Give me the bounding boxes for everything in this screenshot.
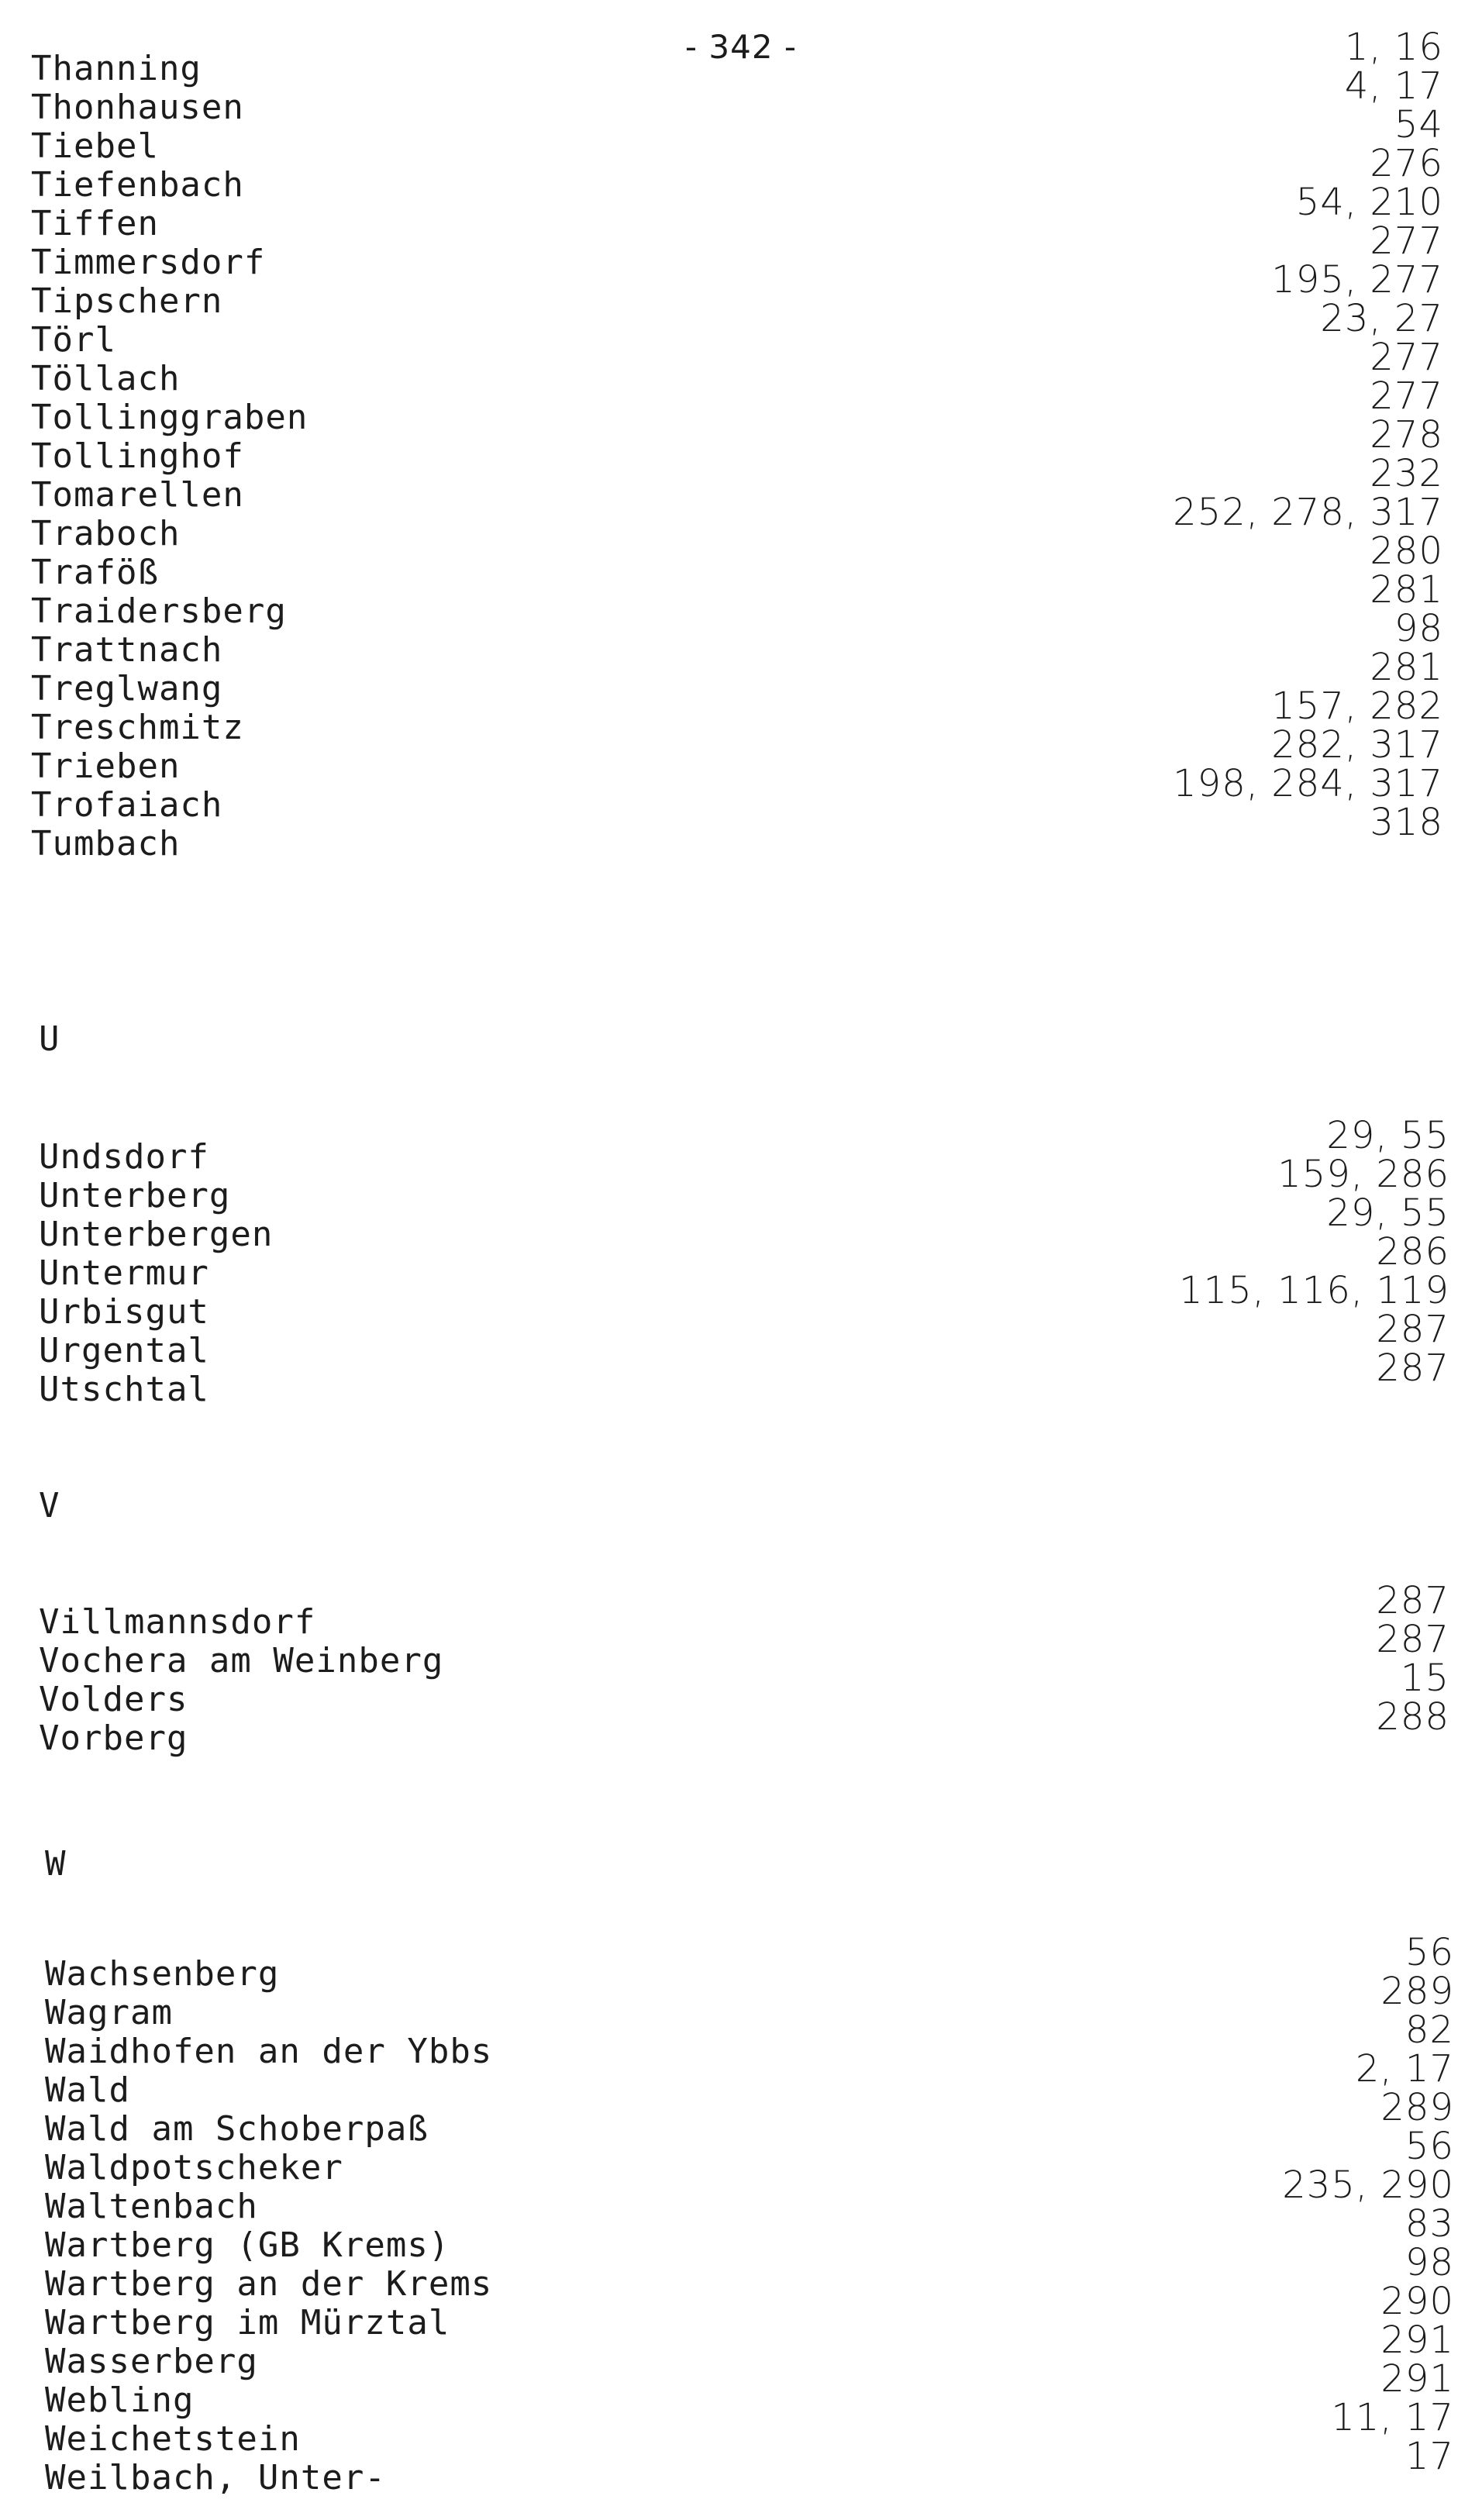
entry-name: Webling bbox=[45, 2380, 195, 2420]
entry-page-numbers: 281 bbox=[1370, 646, 1443, 689]
entry-page-numbers: 15 bbox=[1400, 1656, 1449, 1700]
entry-name: Weilbach, Unter- bbox=[45, 2458, 386, 2498]
entry-name: Tiebel bbox=[31, 126, 159, 166]
entry-page-numbers: 159, 286 bbox=[1277, 1153, 1449, 1196]
entry-page-numbers: 291 bbox=[1380, 2357, 1454, 2401]
entry-name: Undsdorf bbox=[39, 1137, 209, 1177]
entry-name: Tumbach bbox=[31, 824, 181, 864]
entry-page-numbers: 291 bbox=[1380, 2318, 1454, 2362]
entry-page-numbers: 287 bbox=[1376, 1618, 1449, 1661]
entry-name: Wachsenberg bbox=[45, 1954, 280, 1994]
entry-page-numbers: 289 bbox=[1380, 1970, 1454, 2013]
entry-name: Untermur bbox=[39, 1253, 209, 1293]
index-entry bbox=[0, 1579, 1482, 1642]
entry-name: Unterbergen bbox=[39, 1215, 274, 1254]
entry-name: Tiffen bbox=[31, 204, 159, 243]
entry-name: Tollinggraben bbox=[31, 398, 308, 437]
entry-name: Wald bbox=[45, 2070, 130, 2110]
index-section bbox=[0, 1114, 1482, 1409]
entry-page-numbers: 157, 282 bbox=[1271, 684, 1443, 728]
index-entry bbox=[0, 1114, 1482, 1177]
entry-page-numbers: 286 bbox=[1376, 1230, 1449, 1274]
entry-page-numbers: 277 bbox=[1370, 336, 1443, 379]
index-entry bbox=[0, 1931, 1482, 1994]
entry-page-numbers: 54, 210 bbox=[1295, 181, 1443, 224]
entry-name: Wartberg an der Krems bbox=[45, 2264, 493, 2304]
entry-page-numbers: 277 bbox=[1370, 219, 1443, 263]
entry-name: Tiefenbach bbox=[31, 165, 244, 205]
entry-page-numbers: 56 bbox=[1404, 1931, 1454, 1974]
entry-name: Trofaiach bbox=[31, 785, 223, 825]
entry-page-numbers: 82 bbox=[1404, 2008, 1454, 2052]
entry-name: Thonhausen bbox=[31, 88, 244, 127]
entry-name: Tipschern bbox=[31, 281, 223, 321]
entry-page-numbers: 289 bbox=[1380, 2086, 1454, 2129]
entry-page-numbers: 280 bbox=[1370, 529, 1443, 573]
entry-page-numbers: 287 bbox=[1376, 1308, 1449, 1351]
entry-page-numbers: 198, 284, 317 bbox=[1173, 762, 1443, 805]
entry-page-numbers: 98 bbox=[1404, 2241, 1454, 2284]
entry-name: Waldpotscheker bbox=[45, 2148, 343, 2187]
entry-page-numbers: 235, 290 bbox=[1282, 2163, 1454, 2207]
entry-page-numbers: 11, 17 bbox=[1331, 2396, 1454, 2439]
entry-page-numbers: 2, 17 bbox=[1355, 2047, 1454, 2091]
section-letter: V bbox=[39, 1486, 60, 1525]
entry-name: Wagram bbox=[45, 1993, 173, 2032]
entry-name: Traboch bbox=[31, 514, 181, 553]
entry-page-numbers: 281 bbox=[1370, 568, 1443, 612]
entry-name: Urgental bbox=[39, 1331, 209, 1370]
entry-page-numbers: 288 bbox=[1376, 1695, 1449, 1739]
entry-name: Vochera am Weinberg bbox=[39, 1641, 444, 1681]
entry-name: Tomarellen bbox=[31, 475, 244, 515]
entry-name: Trattnach bbox=[31, 630, 223, 670]
entry-name: Villmannsdorf bbox=[39, 1602, 316, 1642]
entry-page-numbers: 277 bbox=[1370, 374, 1443, 418]
entry-page-numbers: 282, 317 bbox=[1271, 723, 1443, 767]
entry-name: Waltenbach bbox=[45, 2187, 258, 2226]
entry-name: Wartberg (GB Krems) bbox=[45, 2225, 450, 2265]
entry-page-numbers: 17 bbox=[1404, 2435, 1454, 2478]
entry-name: Unterberg bbox=[39, 1176, 231, 1215]
entry-name: Törl bbox=[31, 320, 116, 360]
entry-name: Wartberg im Mürztal bbox=[45, 2303, 450, 2342]
entry-page-numbers: 115, 116, 119 bbox=[1179, 1269, 1449, 1312]
entry-page-numbers: 54 bbox=[1394, 103, 1443, 147]
entry-page-numbers: 232 bbox=[1370, 452, 1443, 495]
entry-name: Urbisgut bbox=[39, 1292, 209, 1332]
entry-page-numbers: 83 bbox=[1404, 2202, 1454, 2246]
entry-name: Timmersdorf bbox=[31, 243, 266, 282]
entry-page-numbers: 29, 55 bbox=[1326, 1191, 1449, 1235]
entry-name: Utschtal bbox=[39, 1370, 209, 1409]
entry-name: Töllach bbox=[31, 359, 181, 398]
entry-page-numbers: 318 bbox=[1370, 801, 1443, 844]
entry-page-numbers: 1, 16 bbox=[1344, 26, 1443, 69]
entry-page-numbers: 252, 278, 317 bbox=[1173, 491, 1443, 534]
entry-page-numbers: 29, 55 bbox=[1326, 1114, 1449, 1157]
entry-name: Volders bbox=[39, 1680, 188, 1719]
entry-name: Traföß bbox=[31, 553, 159, 592]
entry-name: Weichetstein bbox=[45, 2419, 301, 2459]
entry-name: Treschmitz bbox=[31, 708, 244, 747]
entry-page-numbers: 195, 277 bbox=[1271, 258, 1443, 302]
entry-page-numbers: 278 bbox=[1370, 413, 1443, 457]
entry-page-numbers: 23, 27 bbox=[1320, 297, 1443, 340]
section-letter: U bbox=[39, 1019, 60, 1059]
page-number: - 342 - bbox=[684, 28, 798, 66]
entry-name: Thanning bbox=[31, 49, 202, 88]
entry-name: Traidersberg bbox=[31, 591, 287, 631]
entry-page-numbers: 4, 17 bbox=[1344, 64, 1443, 108]
entry-name: Treglwang bbox=[31, 669, 223, 708]
entry-page-numbers: 98 bbox=[1394, 607, 1443, 650]
entry-name: Wald am Schoberpaß bbox=[45, 2109, 429, 2149]
entry-page-numbers: 290 bbox=[1380, 2280, 1454, 2323]
index-entry bbox=[0, 1191, 1482, 1254]
entry-page-numbers: 287 bbox=[1376, 1579, 1449, 1622]
entry-name: Waidhofen an der Ybbs bbox=[45, 2032, 493, 2071]
entry-name: Tollinghof bbox=[31, 436, 244, 476]
index-entry bbox=[0, 2086, 1482, 2149]
entry-name: Wasserberg bbox=[45, 2342, 258, 2381]
entry-page-numbers: 276 bbox=[1370, 142, 1443, 185]
index-section bbox=[0, 1579, 1482, 1758]
entry-name: Vorberg bbox=[39, 1718, 188, 1758]
entry-page-numbers: 287 bbox=[1376, 1346, 1449, 1390]
index-section bbox=[0, 1931, 1482, 2498]
section-letter: W bbox=[45, 1844, 66, 1884]
entry-page-numbers: 56 bbox=[1404, 2125, 1454, 2168]
entry-name: Trieben bbox=[31, 746, 181, 786]
